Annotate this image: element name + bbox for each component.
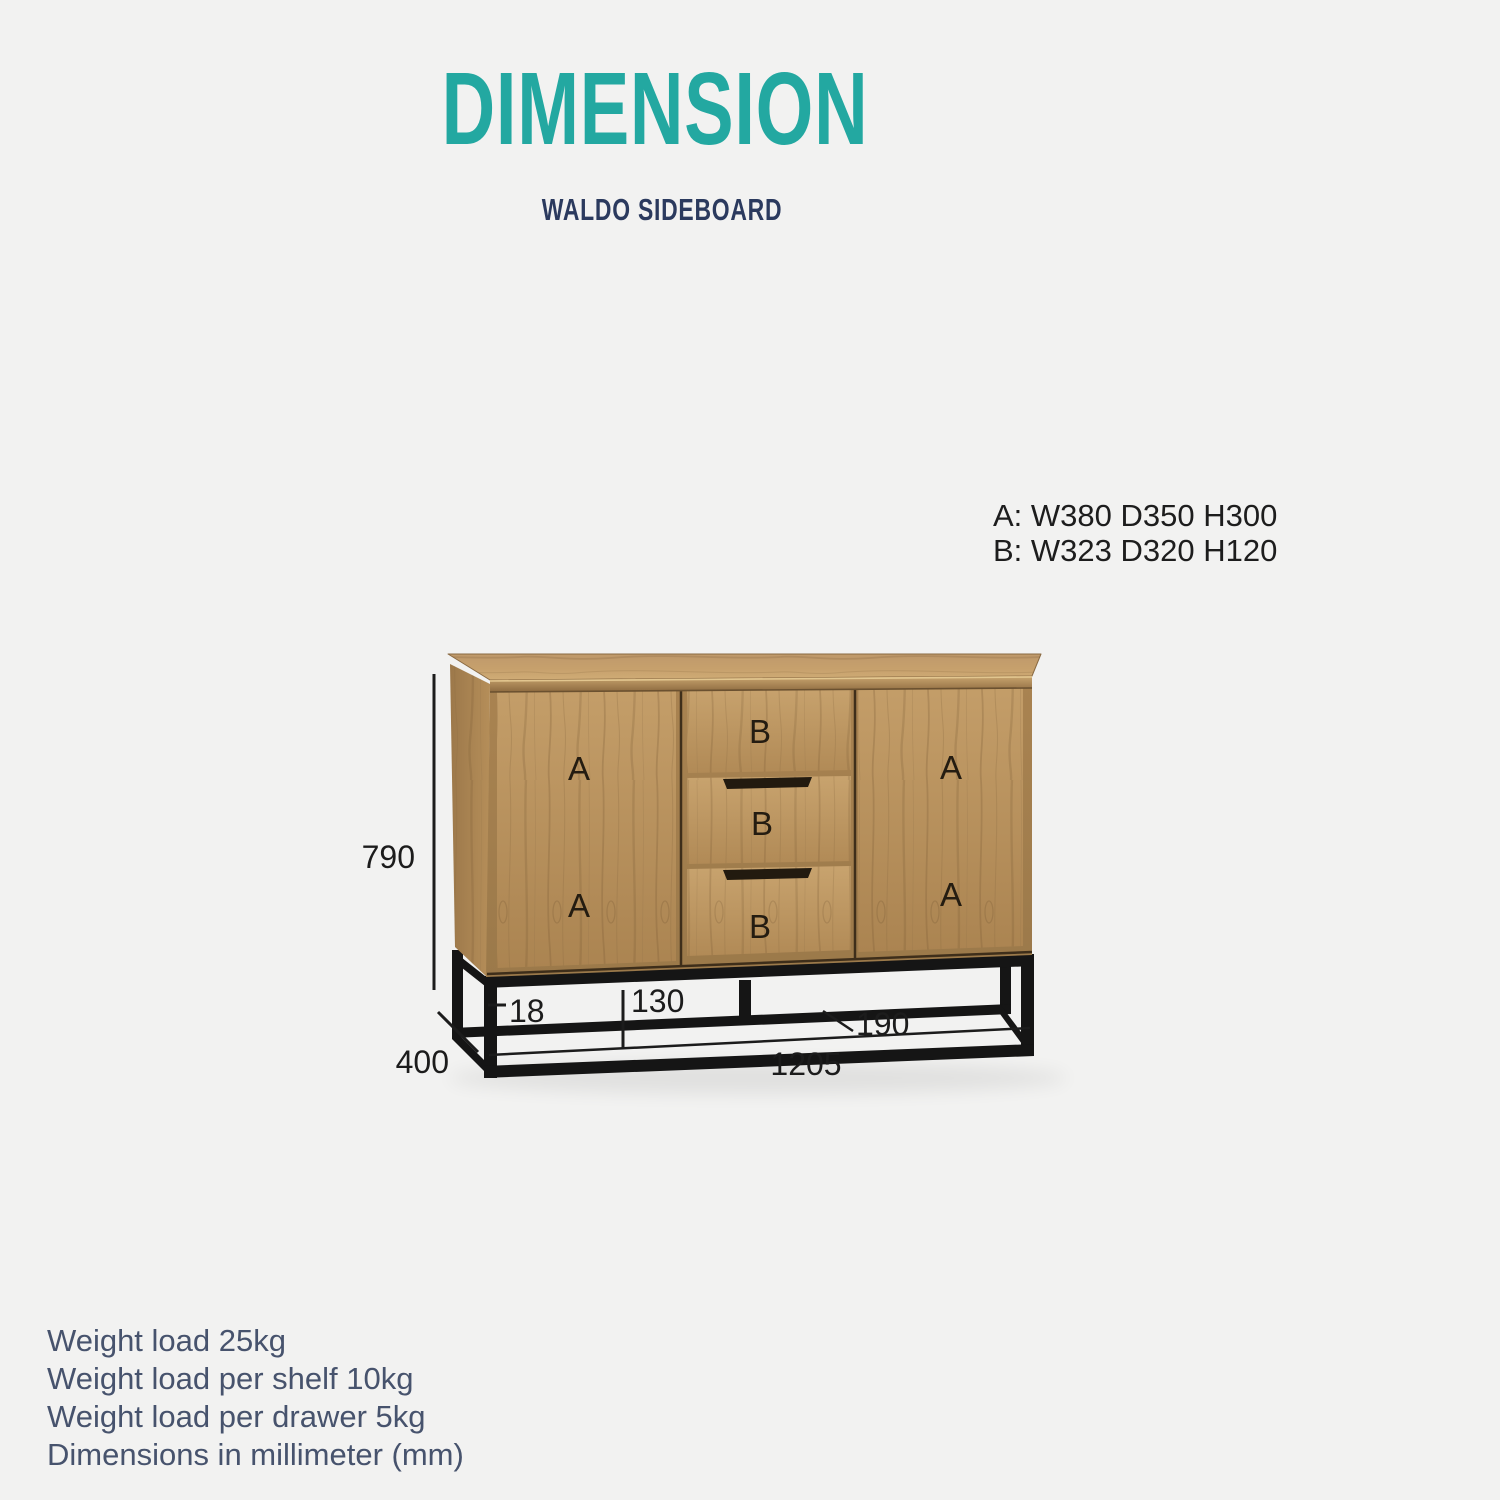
drawer-3-label: B — [748, 908, 772, 945]
weight-load-shelf: Weight load per shelf 10kg — [47, 1361, 414, 1396]
page-title: DIMENSION — [441, 51, 869, 166]
product-name: WALDO SIDEBOARD — [541, 192, 783, 227]
door-right-label-top: A — [939, 749, 963, 786]
base-front-leg-left — [484, 976, 497, 1078]
weight-load-total: Weight load 25kg — [47, 1323, 286, 1358]
base-middle-support — [739, 980, 751, 1020]
left-section-label: 130 — [631, 983, 685, 1019]
base-front-leg-right — [1021, 954, 1034, 1056]
units-note: Dimensions in millimeter (mm) — [47, 1437, 464, 1472]
height-dimension-label: 790 — [361, 839, 415, 875]
spec-line-a: A: W380 D350 H300 — [993, 498, 1278, 533]
door-left-label-bottom: A — [567, 887, 591, 924]
drawer-2-handle — [723, 777, 812, 789]
door-left-label-top: A — [567, 750, 591, 787]
drawer-1-label: B — [748, 713, 772, 750]
weight-notes — [47, 1322, 464, 1474]
weight-load-drawer: Weight load per drawer 5kg — [47, 1399, 426, 1434]
cabinet-body — [448, 654, 1041, 977]
drawer-2-label: B — [750, 805, 774, 842]
drawer-3-handle — [723, 868, 812, 880]
spec-line-b: B: W323 D320 H120 — [993, 533, 1278, 568]
leg-offset-label: 190 — [856, 1006, 910, 1042]
depth-dimension-label: 400 — [395, 1044, 449, 1080]
width-dimension-label: 1205 — [770, 1046, 842, 1082]
door-right-label-bottom: A — [939, 876, 963, 913]
frame-offset-label: 18 — [509, 993, 545, 1029]
